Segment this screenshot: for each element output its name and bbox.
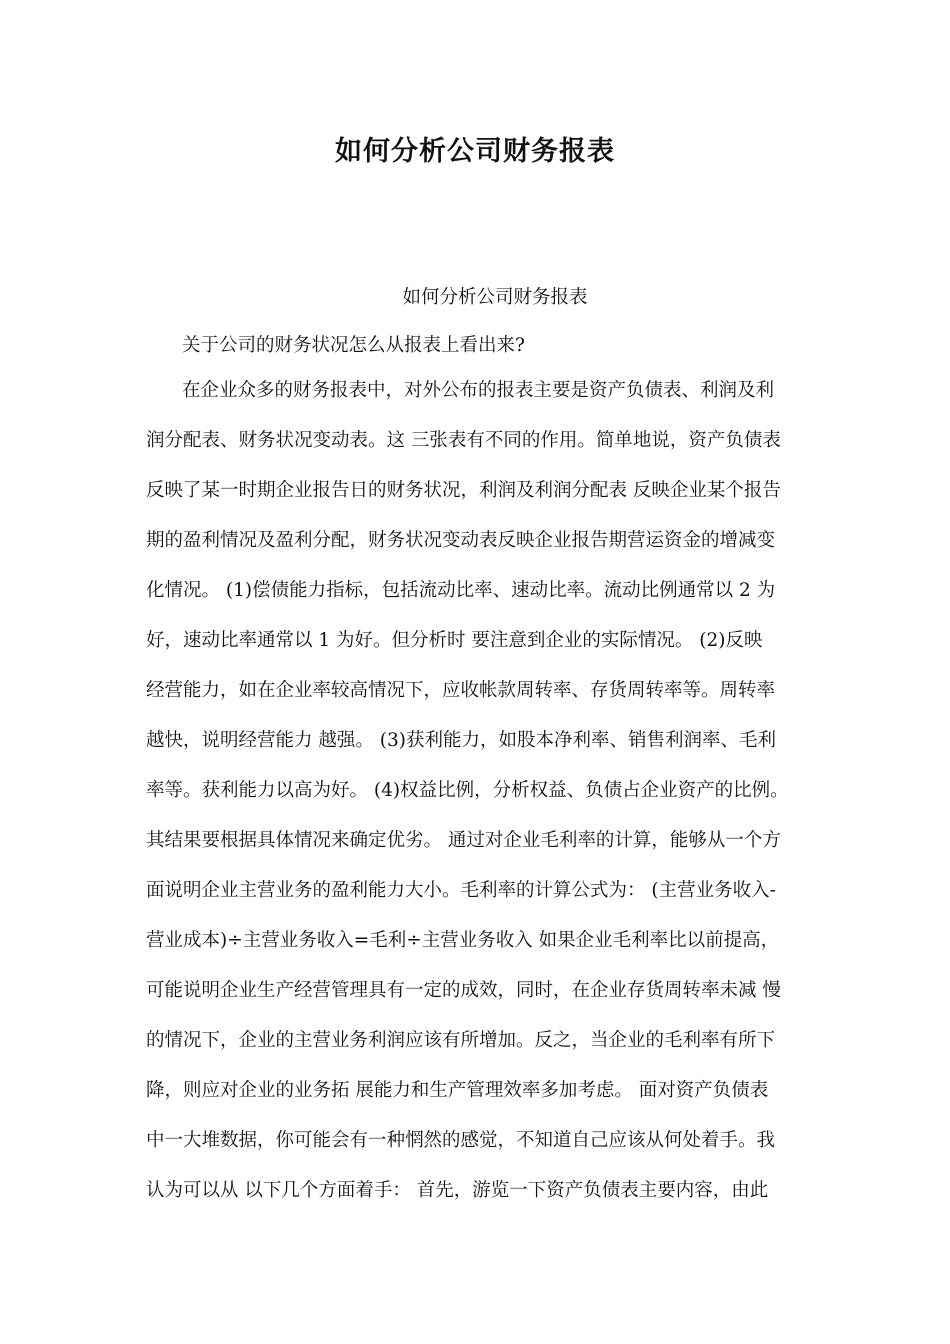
document-title: 如何分析公司财务报表 [335,136,615,167]
text-line: 其结果要根据具体情况来确定优劣。 通过对企业毛利率的计算，能够从一个方 [146,830,781,851]
text-line: 营业成本)÷主营业务收入=毛利÷主营业务收入 如果企业毛利率比以前提高， [146,930,780,951]
text-line: 反映了某一时期企业报告日的财务状况，利润及利润分配表 反映企业某个报告 [146,480,781,501]
text-line: 可能说明企业生产经营管理具有一定的成效，同时，在企业存货周转率未减 慢 [146,980,781,1001]
text-line: 认为可以从 以下几个方面着手： 首先，游览一下资产负债表主要内容，由此 [146,1180,769,1201]
question-paragraph: 关于公司的财务状况怎么从报表上看出来? [182,335,525,356]
text-line: 好，速动比率通常以 1 为好。但分析时 要注意到企业的实际情况。 (2)反映 [146,630,763,651]
text-line: 经营能力，如在企业率较高情况下，应收帐款周转率、存货周转率等。周转率 [146,680,776,701]
text-line: 率等。获利能力以高为好。 (4)权益比例，分析权益、负债占企业资产的比例。 [146,780,789,801]
text-line: 中一大堆数据，你可能会有一种惘然的感觉，不知道自己应该从何处着手。我 [146,1130,776,1151]
document-subtitle: 如何分析公司财务报表 [402,287,588,308]
text-line: 面说明企业主营业务的盈利能力大小。毛利率的计算公式为： (主营业务收入- [146,880,776,901]
text-line: 降，则应对企业的业务拓 展能力和生产管理效率多加考虑。 面对资产负债表 [146,1080,769,1101]
text-line: 的情况下，企业的主营业务利润应该有所增加。反之，当企业的毛利率有所下 [146,1030,776,1051]
text-line: 润分配表、财务状况变动表。这 三张表有不同的作用。简单地说，资产负债表 [146,430,781,451]
text-line: 期的盈利情况及盈利分配，财务状况变动表反映企业报告期营运资金的增减变 [146,530,776,551]
text-line: 在企业众多的财务报表中，对外公布的报表主要是资产负债表、利润及利 [182,380,775,401]
text-line: 化情况。 (1)偿债能力指标，包括流动比率、速动比率。流动比例通常以 2 为 [146,580,776,601]
text-line: 越快，说明经营能力 越强。 (3)获利能力，如股本净利率、销售利润率、毛利 [146,730,776,751]
